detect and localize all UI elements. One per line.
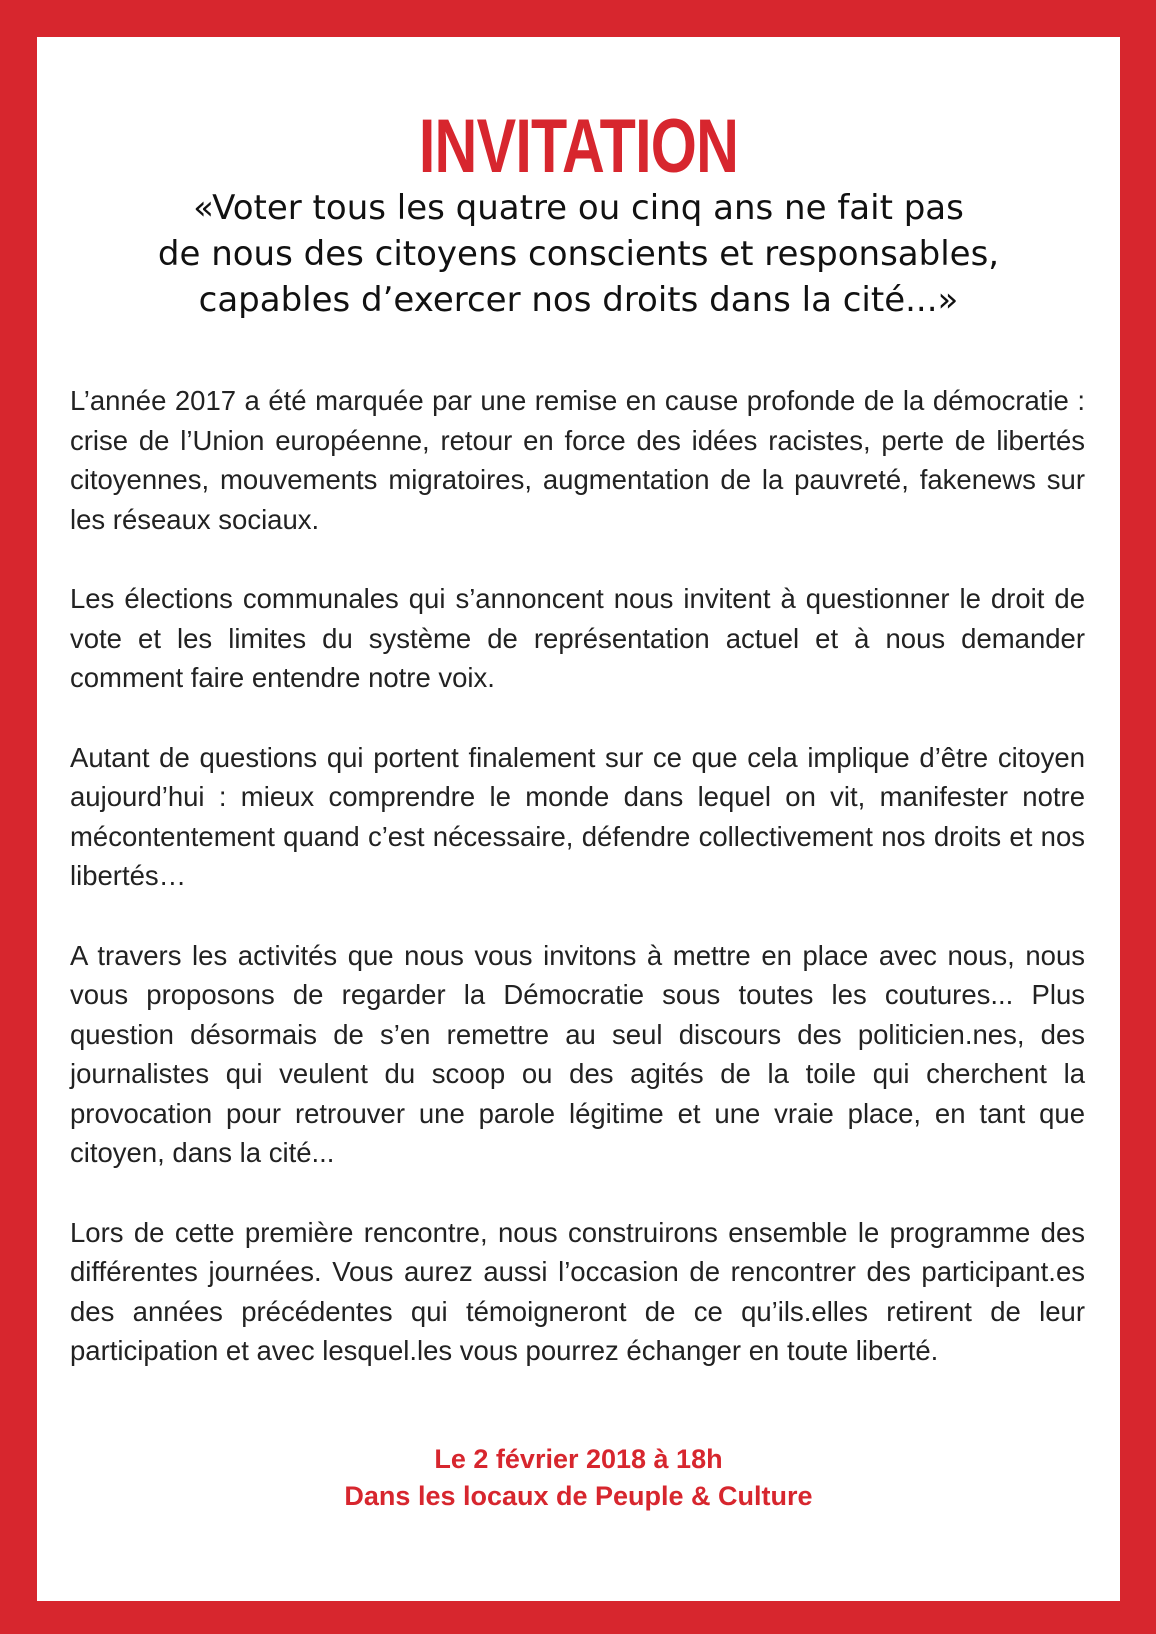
paragraph-4: A travers les activités que nous vous invitons à mettre en place avec nous, nous vous proposons de regarder la Démocratie sous toutes les coutures... Plus question désormais de s’en remettre au seul discours des politicien.nes, des journalistes qui veulent du scoop ou des agités de la toile qui cherchent la provocation pour retrouver une parole légitime et une vraie place, en tant que citoyen, dans la cité...	[70, 939, 1085, 1168]
quote-line-3: capables d’exercer nos droits dans la cité...»	[198, 280, 959, 320]
event-location: Dans les locaux de Peuple & Culture	[344, 1481, 813, 1511]
paragraph-5: Lors de cette première rencontre, nous construirons ensemble le programme des différentes journées. Vous aurez aussi l’occasion de rencontrer des participant.es des années précédentes qui témoigneront de ce qu’ils.elles retirent de leur participation et avec lesquel.les vous pourrez échanger en toute liberté.	[70, 1216, 1085, 1366]
event-date: Le 2 février 2018 à 18h	[434, 1444, 723, 1474]
body-text	[70, 381, 1085, 1411]
invitation-card	[37, 37, 1120, 1601]
invitation-title: INVITATION	[418, 104, 739, 189]
quote-line-1: «Voter tous les quatre ou cinq ans ne fait pas	[193, 188, 964, 228]
quote-block	[37, 185, 1120, 323]
quote-line-2: de nous des citoyens conscients et responsables,	[157, 234, 1000, 274]
paragraph-2: Les élections communales qui s’annoncent nous invitent à questionner le droit de vote et les limites du système de représentation actuel et à nous demander comment faire entendre notre voix.	[70, 583, 1085, 693]
paragraph-3: Autant de questions qui portent finalement sur ce que cela implique d’être citoyen aujourd’hui : mieux comprendre le monde dans lequel on vit, manifester notre mécontentement quand c’est nécessaire, défendre collectivement nos droits et nos libertés…	[70, 741, 1085, 891]
paragraph-1: L’année 2017 a été marquée par une remise en cause profonde de la démocratie : crise de l’Union européenne, retour en force des idées racistes, perte de libertés citoyennes, mouvements migratoires, augmentation de la pauvreté, fakenews sur les réseaux sociaux.	[70, 385, 1085, 535]
event-info	[37, 1441, 1120, 1515]
